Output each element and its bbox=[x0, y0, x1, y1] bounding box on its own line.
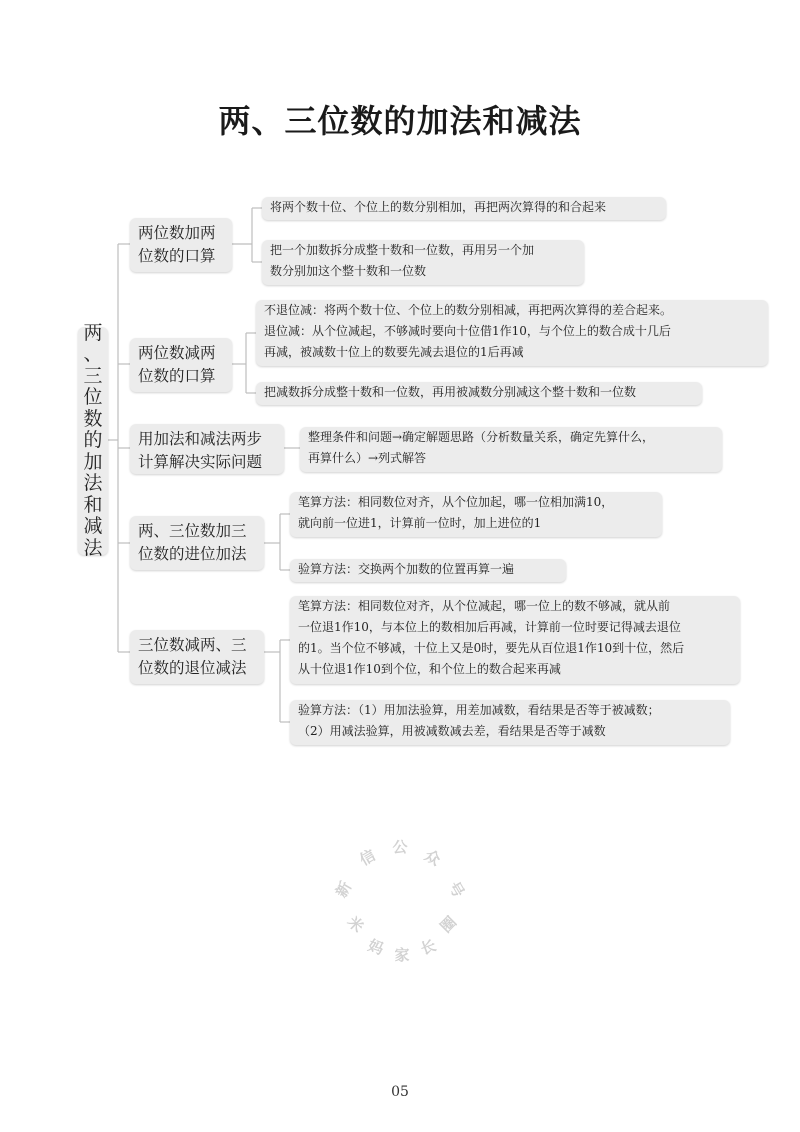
branch-label-line: 两、三位数加三 bbox=[138, 522, 247, 540]
root-char: 位 bbox=[83, 386, 103, 409]
leaf-line: 数分别加这个整十数和一位数 bbox=[270, 264, 427, 278]
watermark-char: 公 bbox=[392, 838, 408, 856]
branch-node-1 bbox=[130, 218, 232, 272]
root-char: 的 bbox=[83, 429, 103, 452]
watermark-char: 妈 bbox=[365, 936, 386, 959]
branch-label-line: 位数的口算 bbox=[138, 367, 216, 385]
branch-label-line: 位数的口算 bbox=[138, 247, 216, 265]
watermark-char: 信 bbox=[356, 846, 379, 870]
page-title: 两、三位数的加法和减法 bbox=[218, 102, 582, 140]
root-char: 减 bbox=[83, 515, 103, 538]
leaf-line: 就向前一位进1，计算前一位时，加上进位的1 bbox=[298, 516, 542, 530]
leaf-line: 再减，被减数十位上的数要先减去退位的1后再减 bbox=[264, 345, 524, 359]
root-char: 、 bbox=[83, 343, 103, 366]
watermark-char: 米 bbox=[343, 912, 368, 937]
leaf-node bbox=[262, 197, 666, 220]
leaf-line: 验算方法：（1）用加法验算，用差加减数，看结果是否等于被减数； bbox=[298, 703, 660, 717]
leaf-line: 把减数拆分成整十数和一位数，再用被减数分别减这个整十数和一位数 bbox=[264, 385, 637, 399]
branch-node-3 bbox=[130, 424, 284, 474]
root-char: 两 bbox=[83, 321, 103, 344]
leaf-line: 退位减：从个位减起，不够减时要向十位借1作10，与个位上的数合成十几后 bbox=[264, 324, 671, 338]
leaf-line: 笔算方法：相同数位对齐，从个位减起，哪一位上的数不够减，就从前 bbox=[298, 599, 671, 613]
root-char: 加 bbox=[83, 450, 103, 473]
watermark-char: 家 bbox=[394, 946, 410, 964]
root-char: 法 bbox=[83, 536, 103, 559]
watermark-stamp bbox=[330, 830, 470, 970]
branch-node-2 bbox=[130, 338, 232, 392]
leaf-line: 验算方法：交换两个加数的位置再算一遍 bbox=[298, 562, 515, 576]
page-number: 05 bbox=[391, 1084, 409, 1100]
branch-label-line: 计算解决实际问题 bbox=[138, 453, 263, 471]
leaf-line: 一位退1作10，与本位上的数相加后再减，计算前一位时要记得减去退位 bbox=[298, 620, 681, 634]
leaf-node bbox=[290, 492, 662, 537]
branch-label-line: 三位数减两、三 bbox=[138, 636, 247, 654]
branch-node-5 bbox=[130, 630, 264, 684]
root-char: 和 bbox=[83, 493, 103, 516]
watermark-char: 圈 bbox=[436, 912, 461, 937]
branch-node-4 bbox=[130, 516, 264, 570]
watermark-char: 众 bbox=[421, 846, 444, 870]
leaf-node bbox=[290, 700, 730, 745]
branch-label-line: 两位数加两 bbox=[138, 224, 216, 242]
leaf-line: 再算什么）→列式解答 bbox=[308, 451, 427, 465]
leaf-line: 的1。当个位不够减，十位上又是0时，要先从百位退1作10到十位，然后 bbox=[298, 641, 685, 655]
leaf-line: 整理条件和问题→确定解题思路（分析数量关系，确定先算什么， bbox=[308, 430, 655, 444]
branch-label-line: 两位数减两 bbox=[138, 344, 216, 362]
root-node bbox=[78, 321, 108, 559]
branch-label-line: 位数的进位加法 bbox=[138, 545, 247, 563]
leaf-node bbox=[290, 596, 740, 684]
leaf-line: 笔算方法：相同数位对齐，从个位加起，哪一位相加满10， bbox=[298, 495, 614, 509]
branch-label-line: 用加法和减法两步 bbox=[138, 430, 263, 448]
branch-label-line: 位数的退位减法 bbox=[138, 659, 247, 677]
watermark-char: 长 bbox=[418, 936, 439, 959]
leaf-line: 将两个数十位、个位上的数分别相加，再把两次算得的和合起来 bbox=[270, 200, 607, 214]
root-char: 三 bbox=[83, 364, 103, 387]
leaf-node bbox=[300, 427, 722, 472]
leaf-node bbox=[256, 382, 702, 405]
leaf-node bbox=[262, 240, 584, 285]
leaf-line: 把一个加数拆分成整十数和一位数，再用另一个加 bbox=[270, 243, 535, 257]
leaf-node bbox=[256, 300, 768, 366]
leaf-line: （2）用减法验算，用被减数减去差，看结果是否等于减数 bbox=[298, 724, 606, 738]
leaf-line: 从十位退1作10到个位，和个位上的数合起来再减 bbox=[298, 662, 561, 676]
leaf-line: 不退位减：将两个数十位、个位上的数分别相减，再把两次算得的差合起来。 bbox=[264, 303, 673, 317]
watermark-char: 新 bbox=[332, 878, 356, 901]
leaf-node bbox=[290, 559, 566, 582]
root-char: 法 bbox=[83, 472, 103, 495]
watermark-char: 号 bbox=[444, 878, 468, 901]
root-char: 数 bbox=[83, 407, 103, 430]
